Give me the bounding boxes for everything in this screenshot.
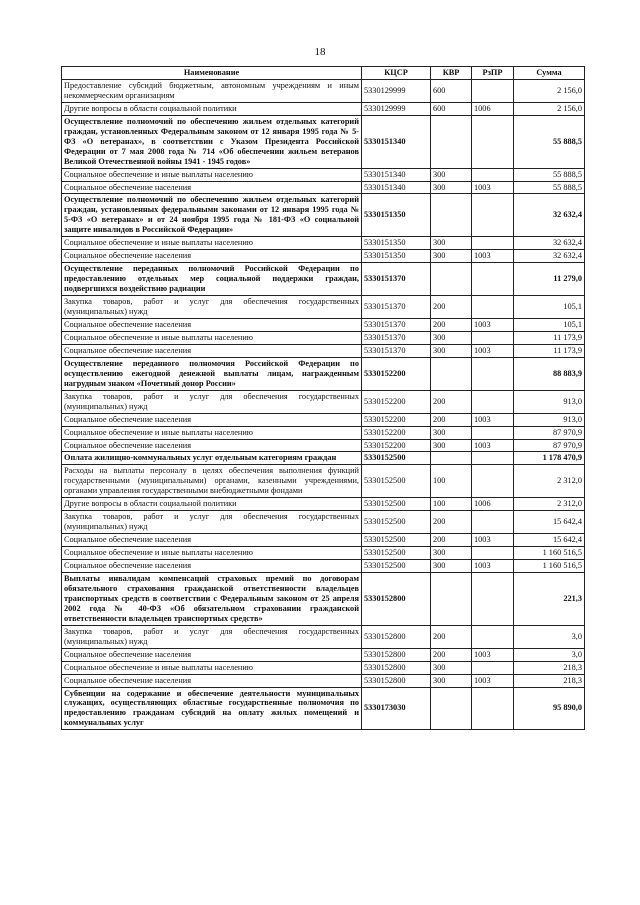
row-rzpr	[472, 687, 514, 730]
row-name: Социальное обеспечение и иные выплаты населению	[62, 331, 362, 344]
row-kcsr: 5330152500	[362, 452, 431, 465]
row-name: Социальное обеспечение и иные выплаты населению	[62, 168, 362, 181]
row-kcsr: 5330129999	[362, 79, 431, 102]
row-rzpr: 1003	[472, 674, 514, 687]
row-kvr: 300	[431, 181, 472, 194]
table-row	[62, 572, 585, 625]
row-rzpr	[472, 168, 514, 181]
row-kvr: 600	[431, 79, 472, 102]
row-sum: 2 312,0	[514, 465, 585, 498]
row-name: Другие вопросы в области социальной политики	[62, 102, 362, 115]
table-row	[62, 547, 585, 560]
row-sum: 88 883,9	[514, 357, 585, 390]
row-kcsr: 5330152800	[362, 625, 431, 648]
row-sum: 87 970,9	[514, 426, 585, 439]
row-rzpr: 1003	[472, 181, 514, 194]
row-kvr: 300	[431, 661, 472, 674]
page-number: 18	[314, 46, 326, 58]
table-row	[62, 648, 585, 661]
row-rzpr	[472, 79, 514, 102]
row-sum: 218,3	[514, 674, 585, 687]
row-kvr: 300	[431, 237, 472, 250]
row-rzpr	[472, 115, 514, 168]
row-sum: 11 173,9	[514, 344, 585, 357]
row-kcsr: 5330151350	[362, 250, 431, 263]
row-kvr: 300	[431, 547, 472, 560]
row-kvr: 100	[431, 465, 472, 498]
table-row	[62, 439, 585, 452]
row-kcsr: 5330151370	[362, 263, 431, 296]
row-kcsr: 5330152200	[362, 426, 431, 439]
header-name: Наименование	[62, 67, 362, 80]
row-kvr: 200	[431, 648, 472, 661]
row-rzpr: 1003	[472, 250, 514, 263]
row-kcsr: 5330152200	[362, 357, 431, 390]
row-rzpr: 1003	[472, 560, 514, 573]
row-sum: 55 888,5	[514, 181, 585, 194]
row-name: Закупка товаров, работ и услуг для обеспечения государственных (муниципальных) нужд	[62, 390, 362, 413]
row-kcsr: 5330151370	[362, 331, 431, 344]
row-kvr: 600	[431, 102, 472, 115]
table-row	[62, 250, 585, 263]
row-kcsr: 5330129999	[362, 102, 431, 115]
row-kcsr: 5330151370	[362, 318, 431, 331]
row-sum: 1 160 516,5	[514, 547, 585, 560]
table-row	[62, 357, 585, 390]
row-kcsr: 5330152500	[362, 534, 431, 547]
header-kcsr: КЦСР	[362, 67, 431, 80]
row-name: Социальное обеспечение и иные выплаты населению	[62, 661, 362, 674]
row-kvr	[431, 263, 472, 296]
row-kvr: 200	[431, 413, 472, 426]
row-sum: 15 642,4	[514, 534, 585, 547]
row-kvr: 200	[431, 296, 472, 319]
row-name: Закупка товаров, работ и услуг для обеспечения государственных (муниципальных) нужд	[62, 511, 362, 534]
row-rzpr: 1003	[472, 344, 514, 357]
row-kvr: 200	[431, 511, 472, 534]
row-sum: 11 173,9	[514, 331, 585, 344]
table-row	[62, 687, 585, 730]
row-name: Социальное обеспечение населения	[62, 534, 362, 547]
table-row	[62, 318, 585, 331]
table-row	[62, 331, 585, 344]
row-kcsr: 5330152800	[362, 648, 431, 661]
row-kvr: 300	[431, 168, 472, 181]
row-kcsr: 5330151370	[362, 344, 431, 357]
row-name: Закупка товаров, работ и услуг для обеспечения государственных (муниципальных) нужд	[62, 625, 362, 648]
row-name: Оплата жилищно-коммунальных услуг отдельным категориям граждан	[62, 452, 362, 465]
row-sum: 32 632,4	[514, 237, 585, 250]
row-rzpr: 1003	[472, 534, 514, 547]
row-sum: 2 312,0	[514, 498, 585, 511]
row-kvr: 100	[431, 498, 472, 511]
row-kcsr: 5330152500	[362, 511, 431, 534]
row-kcsr: 5330152200	[362, 439, 431, 452]
row-sum: 11 279,0	[514, 263, 585, 296]
row-name: Субвенции на содержание и обеспечение деятельности муниципальных служащих, осуществляющих областные государственные полномочия по предоставлению гражданам субсидий на оплату жилых помещений и коммунальных услуг	[62, 687, 362, 730]
table-row	[62, 413, 585, 426]
row-name: Расходы на выплаты персоналу в целях обеспечения выполнения функций государственными (муниципальными) органами, казенными учреждениями, органами управления государственными внебюджетными фондами	[62, 465, 362, 498]
table-row	[62, 344, 585, 357]
row-kcsr: 5330151340	[362, 181, 431, 194]
row-name: Социальное обеспечение населения	[62, 181, 362, 194]
row-name: Социальное обеспечение и иные выплаты населению	[62, 547, 362, 560]
row-name: Осуществление полномочий по обеспечению жильем отдельных категорий граждан, установленных федеральными законами от 12 января 1995 года № 5-ФЗ «О ветеранах» и от 24 ноября 1995 года № 181-ФЗ «О социальной защите инвалидов в Российской Федерации»	[62, 194, 362, 237]
row-rzpr	[472, 194, 514, 237]
table-row	[62, 498, 585, 511]
row-kcsr: 5330152500	[362, 465, 431, 498]
row-kcsr: 5330151350	[362, 194, 431, 237]
row-sum: 221,3	[514, 572, 585, 625]
row-name: Социальное обеспечение населения	[62, 250, 362, 263]
row-name: Осуществление переданных полномочий Российской Федерации по предоставлению отдельных мер социальной поддержки граждан, подвергшихся воздействию радиации	[62, 263, 362, 296]
row-kcsr: 5330151340	[362, 168, 431, 181]
row-kcsr: 5330152800	[362, 572, 431, 625]
row-rzpr: 1003	[472, 318, 514, 331]
table-row	[62, 115, 585, 168]
row-rzpr	[472, 452, 514, 465]
row-name: Социальное обеспечение и иные выплаты населению	[62, 426, 362, 439]
row-rzpr	[472, 465, 514, 498]
row-sum: 913,0	[514, 390, 585, 413]
table-row	[62, 661, 585, 674]
table-row	[62, 194, 585, 237]
row-kvr	[431, 572, 472, 625]
table-header-row	[62, 67, 585, 80]
row-rzpr	[472, 296, 514, 319]
row-sum: 105,1	[514, 296, 585, 319]
table-row	[62, 102, 585, 115]
row-name: Закупка товаров, работ и услуг для обеспечения государственных (муниципальных) нужд	[62, 296, 362, 319]
table-row	[62, 625, 585, 648]
row-name: Социальное обеспечение населения	[62, 413, 362, 426]
row-name: Социальное обеспечение населения	[62, 318, 362, 331]
row-kcsr: 5330151340	[362, 115, 431, 168]
table-row	[62, 263, 585, 296]
row-kvr: 200	[431, 390, 472, 413]
row-sum: 55 888,5	[514, 168, 585, 181]
row-rzpr	[472, 426, 514, 439]
row-kcsr: 5330152200	[362, 390, 431, 413]
table-row	[62, 534, 585, 547]
row-rzpr: 1003	[472, 439, 514, 452]
table-row	[62, 560, 585, 573]
row-name: Социальное обеспечение населения	[62, 439, 362, 452]
row-name: Социальное обеспечение и иные выплаты населению	[62, 237, 362, 250]
header-sum: Сумма	[514, 67, 585, 80]
row-name: Социальное обеспечение населения	[62, 344, 362, 357]
row-rzpr: 1006	[472, 102, 514, 115]
table-row	[62, 79, 585, 102]
row-kvr: 300	[431, 331, 472, 344]
table-row	[62, 511, 585, 534]
row-name: Социальное обеспечение населения	[62, 674, 362, 687]
row-sum: 913,0	[514, 413, 585, 426]
row-sum: 15 642,4	[514, 511, 585, 534]
row-name: Социальное обеспечение населения	[62, 560, 362, 573]
row-kvr: 300	[431, 439, 472, 452]
row-kvr: 300	[431, 426, 472, 439]
row-name: Социальное обеспечение населения	[62, 648, 362, 661]
row-rzpr	[472, 511, 514, 534]
row-rzpr	[472, 263, 514, 296]
row-rzpr	[472, 547, 514, 560]
row-kvr: 200	[431, 318, 472, 331]
table-row	[62, 426, 585, 439]
row-rzpr: 1003	[472, 413, 514, 426]
row-kcsr: 5330173030	[362, 687, 431, 730]
table-row	[62, 237, 585, 250]
table-row	[62, 465, 585, 498]
row-kcsr: 5330152200	[362, 413, 431, 426]
row-kcsr: 5330151370	[362, 296, 431, 319]
row-kcsr: 5330151350	[362, 237, 431, 250]
row-rzpr: 1003	[472, 648, 514, 661]
table-row	[62, 674, 585, 687]
row-name: Выплаты инвалидам компенсаций страховых премий по договорам обязательного страхования гражданской ответственности владельцев транспортных средств в соответствии с Федеральным законом от 25 апреля 2002 года № 40-ФЗ «Об обязательном страховании гражданской ответственности владельцев транспортных средств»	[62, 572, 362, 625]
row-rzpr	[472, 572, 514, 625]
row-kcsr: 5330152500	[362, 547, 431, 560]
row-sum: 2 156,0	[514, 79, 585, 102]
row-sum: 1 178 470,9	[514, 452, 585, 465]
row-sum: 218,3	[514, 661, 585, 674]
row-kcsr: 5330152800	[362, 661, 431, 674]
row-sum: 55 888,5	[514, 115, 585, 168]
row-kcsr: 5330152500	[362, 498, 431, 511]
row-name: Осуществление полномочий по обеспечению жильем отдельных категорий граждан, установленных Федеральным законом от 12 января 1995 года № 5-ФЗ «О ветеранах», в соответствии с Указом Президента Российской Федерации от 7 мая 2008 года № 714 «Об обеспечении жильем ветеранов Великой Отечественной войны 1941 - 1945 годов»	[62, 115, 362, 168]
row-kvr	[431, 452, 472, 465]
row-sum: 1 160 516,5	[514, 560, 585, 573]
row-rzpr	[472, 661, 514, 674]
row-name: Осуществление переданного полномочия Российской Федерации по осуществлению ежегодной денежной выплаты лицам, награжденным нагрудным знаком «Почетный донор России»	[62, 357, 362, 390]
row-sum: 3,0	[514, 648, 585, 661]
table-row	[62, 390, 585, 413]
row-rzpr: 1006	[472, 498, 514, 511]
header-kvr: КВР	[431, 67, 472, 80]
row-sum: 2 156,0	[514, 102, 585, 115]
table-row	[62, 452, 585, 465]
table-row	[62, 181, 585, 194]
row-rzpr	[472, 390, 514, 413]
row-rzpr	[472, 237, 514, 250]
table-row	[62, 168, 585, 181]
row-kvr: 300	[431, 674, 472, 687]
row-kvr: 200	[431, 534, 472, 547]
row-sum: 95 890,0	[514, 687, 585, 730]
row-rzpr	[472, 331, 514, 344]
row-kcsr: 5330152500	[362, 560, 431, 573]
row-kvr	[431, 687, 472, 730]
row-kvr: 300	[431, 344, 472, 357]
row-name: Другие вопросы в области социальной политики	[62, 498, 362, 511]
row-sum: 87 970,9	[514, 439, 585, 452]
row-rzpr	[472, 625, 514, 648]
row-name: Предоставление субсидий бюджетным, автономным учреждениям и иным некоммерческим организациям	[62, 79, 362, 102]
header-rzpr: РзПР	[472, 67, 514, 80]
table-row	[62, 296, 585, 319]
row-kvr: 300	[431, 560, 472, 573]
row-sum: 3,0	[514, 625, 585, 648]
row-kvr	[431, 357, 472, 390]
row-rzpr	[472, 357, 514, 390]
row-sum: 32 632,4	[514, 194, 585, 237]
row-kvr: 200	[431, 625, 472, 648]
budget-table	[61, 66, 585, 730]
row-sum: 105,1	[514, 318, 585, 331]
row-kvr: 300	[431, 250, 472, 263]
row-kvr	[431, 194, 472, 237]
row-kcsr: 5330152800	[362, 674, 431, 687]
table-body	[62, 79, 585, 729]
row-kvr	[431, 115, 472, 168]
row-sum: 32 632,4	[514, 250, 585, 263]
